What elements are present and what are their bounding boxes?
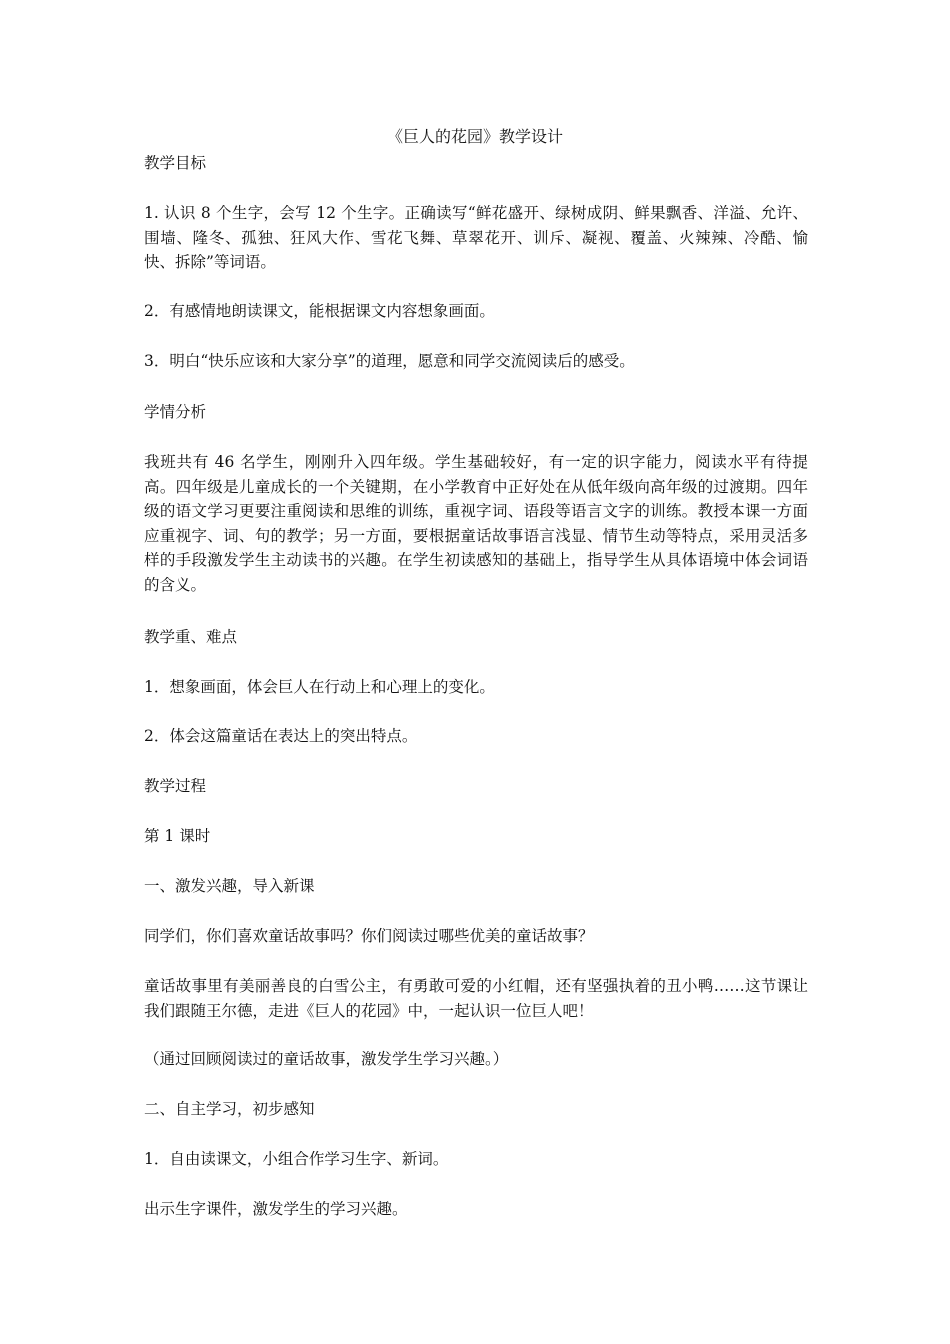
- heading-student-analysis: 学情分析: [144, 403, 207, 421]
- goal-item-2: 2．有感情地朗读课文，能根据课文内容想象画面。: [144, 302, 495, 320]
- key-point-2: 2．体会这篇童话在表达上的突出特点。: [144, 727, 418, 745]
- document-title: 《巨人的花园》教学设计: [386, 127, 563, 146]
- lesson-label: 第 1 课时: [144, 827, 211, 845]
- heading-teaching-goals: 教学目标: [144, 154, 207, 172]
- step-1-intro: 童话故事里有美丽善良的白雪公主，有勇敢可爱的小红帽，还有坚强执着的丑小鸭……这节课让我们跟随王尔德，走进《巨人的花园》中，一起认识一位巨人吧！: [144, 977, 808, 1020]
- step-1-question: 同学们，你们喜欢童话故事吗？你们阅读过哪些优美的童话故事？: [144, 927, 594, 945]
- step-1-title: 一、激发兴趣，导入新课: [144, 877, 315, 895]
- student-analysis-text: 我班共有 46 名学生，刚刚升入四年级。学生基础较好，有一定的识字能力，阅读水平有待提高。四年级是儿童成长的一个关键期，在小学教育中正好处在从低年级向高年级的过渡期。四年级的语文学习更要注重阅读和思维的训练，重视字词、语段等语言文字的训练。教授本课一方面应重视字、词、句的教学；另一方面，要根据童话故事语言浅显、情节生动等特点，采用灵活多样的手段激发学生主动读书的兴趣。在学生初读感知的基础上，指导学生从具体语境中体会词语的含义。: [144, 453, 808, 594]
- step-2-title: 二、自主学习，初步感知: [144, 1100, 315, 1118]
- step-2-item-1: 1．自由读课文，小组合作学习生字、新词。: [144, 1150, 449, 1168]
- heading-teaching-process: 教学过程: [144, 777, 207, 795]
- heading-key-points: 教学重、难点: [144, 628, 238, 646]
- goal-item-3: 3．明白“快乐应该和大家分享”的道理，愿意和同学交流阅读后的感受。: [144, 352, 635, 370]
- goal-item-1: 1. 认识 8 个生字，会写 12 个生字。正确读写“鲜花盛开、绿树成阴、鲜果飘香、洋溢、允许、围墙、隆冬、孤独、狂风大作、雪花飞舞、草翠花开、训斥、凝视、覆盖、火辣辣、冷酷、愉快、拆除”等词语。: [144, 204, 808, 271]
- key-point-1: 1．想象画面，体会巨人在行动上和心理上的变化。: [144, 678, 495, 696]
- step-1-note: （通过回顾阅读过的童话故事，激发学生学习兴趣。）: [144, 1050, 509, 1068]
- step-2-item-2: 出示生字课件，激发学生的学习兴趣。: [144, 1200, 408, 1218]
